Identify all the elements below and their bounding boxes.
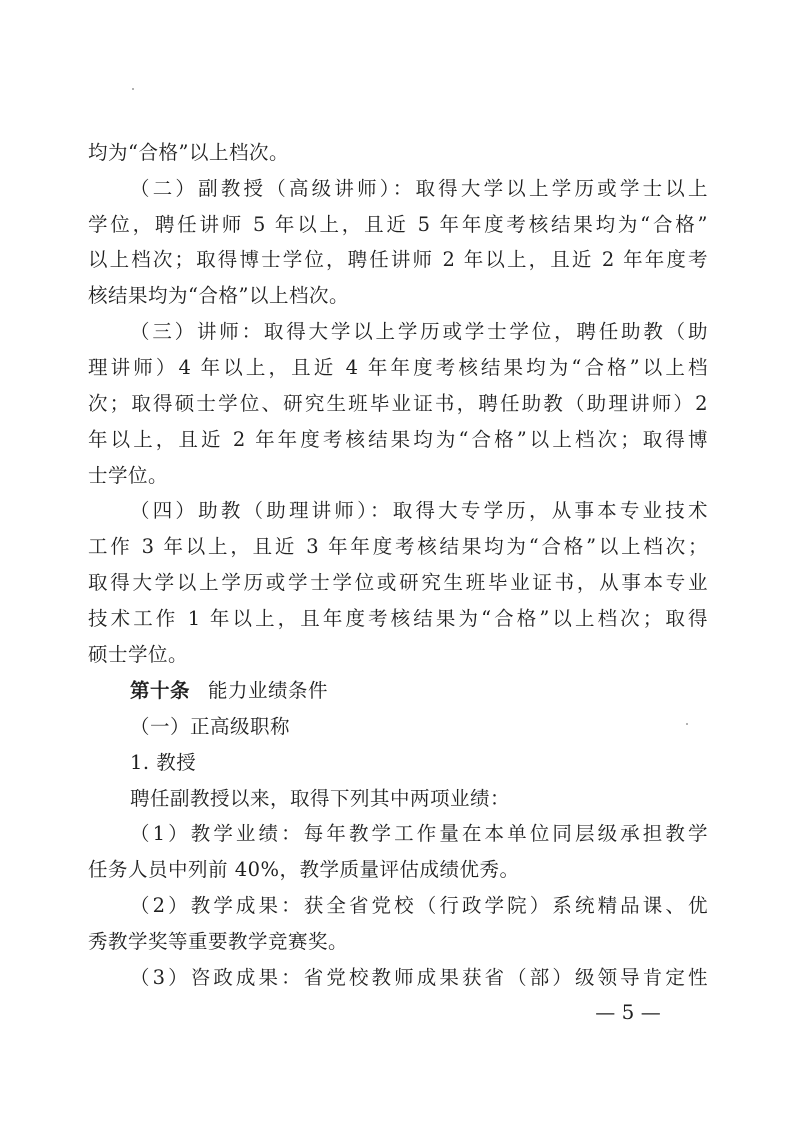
article-heading — [130, 677, 708, 705]
text-line: 学位，聘任讲师 5 年以上，且近 5 年年度考核结果均为“合格” — [88, 213, 708, 236]
text-line: （二）副教授（高级讲师）：取得大学以上学历或学士以上 — [130, 177, 708, 200]
text-line: （2）教学成果：获全省党校（行政学院）系统精品课、优 — [130, 894, 708, 917]
text-line: 聘任副教授以来，取得下列其中两项业绩： — [130, 787, 511, 810]
text-line: （四）助教（助理讲师）：取得大专学历，从事本专业技术 — [130, 499, 708, 522]
text-line: 取得大学以上学历或学士学位或研究生班毕业证书，从事本专业 — [88, 571, 708, 594]
text-line: 技术工作 1 年以上，且年度考核结果为“合格”以上档次；取得 — [88, 607, 708, 630]
text-line: 硕士学位。 — [88, 643, 189, 666]
text-line: 年以上，且近 2 年年度考核结果均为“合格”以上档次；取得博 — [88, 428, 708, 451]
text-line: 均为“合格”以上档次。 — [88, 141, 289, 164]
text-line: 工作 3 年以上，且近 3 年年度考核结果均为“合格”以上档次； — [88, 535, 708, 558]
article-number: 第十条 — [130, 679, 191, 702]
subsection-heading: 1. 教授 — [130, 751, 197, 774]
page-number: — 5 — — [595, 1000, 661, 1024]
article-title: 能力业绩条件 — [208, 679, 329, 702]
scan-speck — [686, 723, 688, 725]
text-line: 次；取得硕士学位、研究生班毕业证书，聘任助教（助理讲师）2 — [88, 392, 708, 415]
text-line: 核结果均为“合格”以上档次。 — [88, 284, 349, 307]
text-line: （3）咨政成果：省党校教师成果获省（部）级领导肯定性 — [130, 966, 708, 989]
text-line: 秀教学奖等重要教学竞赛奖。 — [88, 930, 349, 953]
text-line: （三）讲师：取得大学以上学历或学士学位，聘任助教（助 — [130, 320, 708, 343]
section-heading: （一）正高级职称 — [130, 715, 291, 738]
scan-speck — [132, 88, 134, 90]
text-line: 士学位。 — [88, 464, 169, 487]
text-line: 任务人员中列前 40%，教学质量评估成绩优秀。 — [88, 858, 520, 881]
text-line: 以上档次；取得博士学位，聘任讲师 2 年以上，且近 2 年年度考 — [88, 248, 708, 271]
text-line: 理讲师）4 年以上，且近 4 年年度考核结果均为“合格”以上档 — [88, 356, 708, 379]
text-line: （1）教学业绩：每年教学工作量在本单位同层级承担教学 — [130, 822, 708, 845]
